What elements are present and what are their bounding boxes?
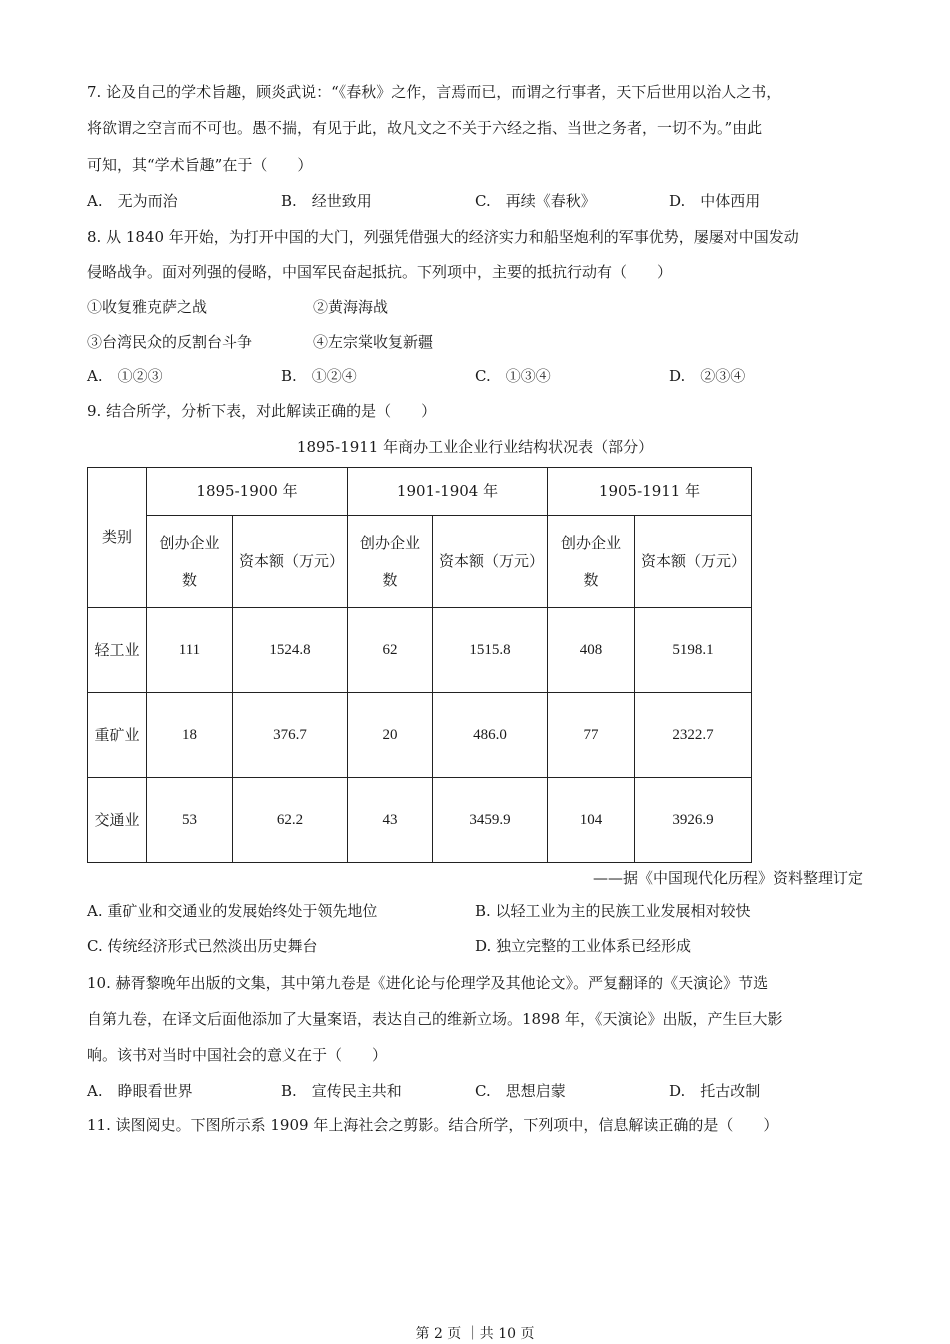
row-category: 交通业	[88, 778, 147, 863]
subheader-capital: 资本额（万元）	[635, 516, 752, 608]
table-source: ——据《中国现代化历程》资料整理订定	[592, 869, 863, 887]
q7-stem-line-2: 将欲谓之空言而不可也。愚不揣，有见于此，故凡文之不关于六经之指、当世之务者，一切不为。”由此	[87, 119, 763, 137]
q10-option-a: A. 睁眼看世界	[87, 1082, 193, 1100]
subheader-firms: 创办企业数	[548, 516, 635, 608]
row-category: 重矿业	[88, 693, 147, 778]
q9-option-b: B. 以轻工业为主的民族工业发展相对较快	[475, 902, 751, 920]
table-cell: 5198.1	[635, 608, 752, 693]
table-cell: 376.7	[233, 693, 348, 778]
q8-option-a: A. ①②③	[87, 367, 163, 385]
table-cell: 62.2	[233, 778, 348, 863]
q10-stem-line-3: 响。该书对当时中国社会的意义在于（ ）	[87, 1046, 388, 1064]
q8-stem-line-2: 侵略战争。面对列强的侵略，中国军民奋起抵抗。下列项中，主要的抵抗行动有（ ）	[87, 263, 673, 281]
subheader-firms: 创办企业数	[147, 516, 233, 608]
table-cell: 1515.8	[433, 608, 548, 693]
q9-option-a: A. 重矿业和交通业的发展始终处于领先地位	[87, 902, 378, 920]
q10-option-b: B. 宣传民主共和	[281, 1082, 402, 1100]
table-cell: 77	[548, 693, 635, 778]
page-footer: 第 2 页 ｜共 10 页	[415, 1326, 535, 1342]
q8-item-4: ④左宗棠收复新疆	[313, 333, 434, 351]
q8-item-3: ③台湾民众的反割台斗争	[87, 333, 253, 351]
table-cell: 3459.9	[433, 778, 548, 863]
table-cell: 2322.7	[635, 693, 752, 778]
q7-option-d: D. 中体西用	[669, 192, 761, 210]
q9-option-d: D. 独立完整的工业体系已经形成	[475, 937, 692, 955]
table-cell: 104	[548, 778, 635, 863]
subheader-firms: 创办企业数	[348, 516, 433, 608]
q11-stem: 11. 读图阅史。下图所示系 1909 年上海社会之剪影。结合所学，下列项中，信息解读正确的是（ ）	[87, 1116, 779, 1134]
table-cell: 3926.9	[635, 778, 752, 863]
table-cell: 1524.8	[233, 608, 348, 693]
table-cell: 18	[147, 693, 233, 778]
header-period-2: 1901-1904 年	[348, 468, 548, 516]
table-cell: 43	[348, 778, 433, 863]
q8-item-1: ①收复雅克萨之战	[87, 298, 208, 316]
row-category: 轻工业	[88, 608, 147, 693]
table-cell: 111	[147, 608, 233, 693]
table-cell: 62	[348, 608, 433, 693]
q7-stem-line-3: 可知，其“学术旨趣”在于（ ）	[87, 156, 313, 174]
table-row	[88, 608, 752, 693]
q8-option-c: C. ①③④	[475, 367, 551, 385]
q7-option-c: C. 再续《春秋》	[475, 192, 596, 210]
subheader-capital: 资本额（万元）	[433, 516, 548, 608]
q9-stem: 9. 结合所学，分析下表，对此解读正确的是（ ）	[87, 402, 437, 420]
table-cell: 53	[147, 778, 233, 863]
q10-stem-line-2: 自第九卷，在译文后面他添加了大量案语，表达自己的维新立场。1898 年，《天演论》出版，产生巨大影	[87, 1010, 783, 1028]
table-row	[88, 693, 752, 778]
table-row	[88, 778, 752, 863]
q9-table-title: 1895-1911 年商办工业企业行业结构状况表（部分）	[296, 438, 654, 456]
table-cell: 20	[348, 693, 433, 778]
q10-stem-line-1: 10. 赫胥黎晚年出版的文集，其中第九卷是《进化论与伦理学及其他论文》。严复翻译的《天演论》节选	[87, 974, 769, 992]
q7-option-b: B. 经世致用	[281, 192, 372, 210]
q10-option-d: D. 托古改制	[669, 1082, 761, 1100]
industry-structure-table	[87, 467, 752, 863]
table-cell: 408	[548, 608, 635, 693]
q8-option-b: B. ①②④	[281, 367, 357, 385]
subheader-capital: 资本额（万元）	[233, 516, 348, 608]
q10-option-c: C. 思想启蒙	[475, 1082, 566, 1100]
q8-item-2: ②黄海海战	[313, 298, 389, 316]
header-category: 类别	[88, 468, 147, 608]
q8-stem-line-1: 8. 从 1840 年开始，为打开中国的大门，列强凭借强大的经济实力和船坚炮利的军事优势，屡屡对中国发动	[87, 228, 799, 246]
q7-stem-line-1: 7. 论及自己的学术旨趣，顾炎武说：“《春秋》之作，言焉而已，而谓之行事者，天下后世用以治人之书，	[87, 83, 782, 101]
q9-option-c: C. 传统经济形式已然淡出历史舞台	[87, 937, 318, 955]
header-period-3: 1905-1911 年	[548, 468, 752, 516]
header-period-1: 1895-1900 年	[147, 468, 348, 516]
table-cell: 486.0	[433, 693, 548, 778]
q7-option-a: A. 无为而治	[87, 192, 178, 210]
q8-option-d: D. ②③④	[669, 367, 746, 385]
